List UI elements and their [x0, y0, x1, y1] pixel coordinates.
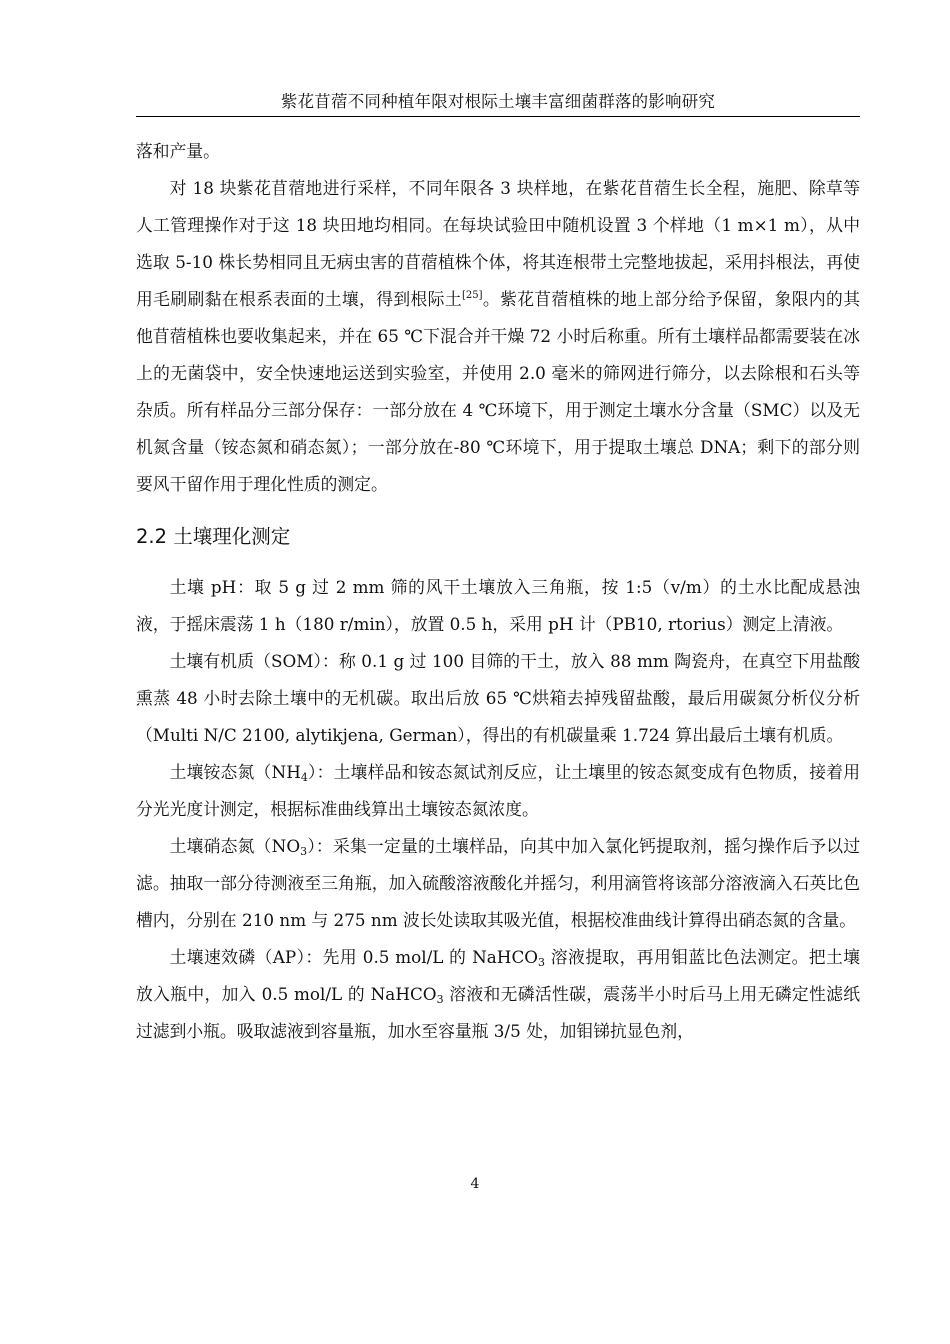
paragraph-sampling: 对 18 块紫花苜蓿地进行采样，不同年限各 3 块样地，在紫花苜蓿生长全程，施肥、除草等人工管理操作对于这 18 块田地均相同。在每块试验田中随机设置 3 个样地（1 m×1 m），从中选取 5-10 株长势相同且无病虫害的苜蓿植株个体，将其连根带土完整地拔起，采用抖根法，再使用毛刷刷黏在根系表面的土壤，得到根际土[25]。紫花苜蓿植株的地上部分给予保留，象限内的其他苜蓿植株也要收集起来，并在 65 ℃下混合并干燥 72 小时后称重。所有土壤样品都需要装在冰上的无菌袋中，安全快速地运送到实验室，并使用 2.0 毫米的筛网进行筛分，以去除根和石头等杂质。所有样品分三部分保存：一部分放在 4 ℃环境下，用于测定土壤水分含量（SMC）以及无机氮含量（铵态氮和硝态氮）；一部分放在-80 ℃环境下，用于提取土壤总 DNA；剩下的部分则要风干留作用于理化性质的测定。 — [136, 178, 860, 494]
paragraph-ammonium: 土壤铵态氮$(NH_4)$：土壤样品和铵态氮试剂反应，让土壤里的铵态氮变成有色物质，接着用分光光度计测定，根据标准曲线算出土壤铵态氮浓度。 — [136, 762, 861, 819]
running-header: 紫花苜蓿不同种植年限对根际土壤丰富细菌群落的影响研究 — [136, 88, 860, 117]
section-heading: 2.2 土壤理化测定 — [136, 525, 291, 548]
paragraph-ph: 土壤 pH：取 5 g 过 2 mm 筛的风干土壤放入三角瓶，按 1:5（v/m）的土水比配成悬浊液，于摇床震荡 1 h（180 r/min），放置 0.5 h，采用 pH 计（PB10, rtorius）测定上清液。 — [136, 577, 860, 634]
citation-ref: [25] — [462, 290, 483, 301]
paragraph-continuation: 落和产量。 — [136, 141, 220, 161]
paragraph-som: 土壤有机质（SOM）：称 0.1 g 过 100 目筛的干土，放入 88 mm 陶瓷舟，在真空下用盐酸熏蒸 48 小时去除土壤中的无机碳。取出后放 65 ℃烘箱去掉残留盐酸，最后用碳氮分析仪分析（Multi N/C 2100, alytikjena, German），得出的有机碳量乘 1.724 算出最后土壤有机质。 — [136, 651, 860, 745]
paragraph-nitrate: 土壤硝态氮$(NO_3)$：采集一定量的土壤样品，向其中加入氯化钙提取剂，摇匀操作后予以过滤。抽取一部分待测液至三角瓶，加入硫酸溶液酸化并摇匀，利用滴管将该部分溶液滴入石英比色槽内，分别在 210 nm 与 275 nm 波长处读取其吸光值，根据校准曲线计算得出硝态氮的含量。 — [136, 836, 860, 930]
paragraph-phosphorus: 土壤速效磷（AP）：先用 0.5 mol/L 的 NaHCO$_3$ 溶液提取，再用钼蓝比色法测定。把土壤放入瓶中，加入 0.5 mol/L 的 NaHCO$_3$ 溶液和无磷活性碳，震荡半小时后马上用无磷定性滤纸过滤到小瓶。吸取滤液到容量瓶，加水至容量瓶 3/5 处，加钼锑抗显色剂， — [136, 947, 860, 1041]
page-number: 4 — [470, 1176, 480, 1192]
document-body — [136, 133, 860, 1050]
